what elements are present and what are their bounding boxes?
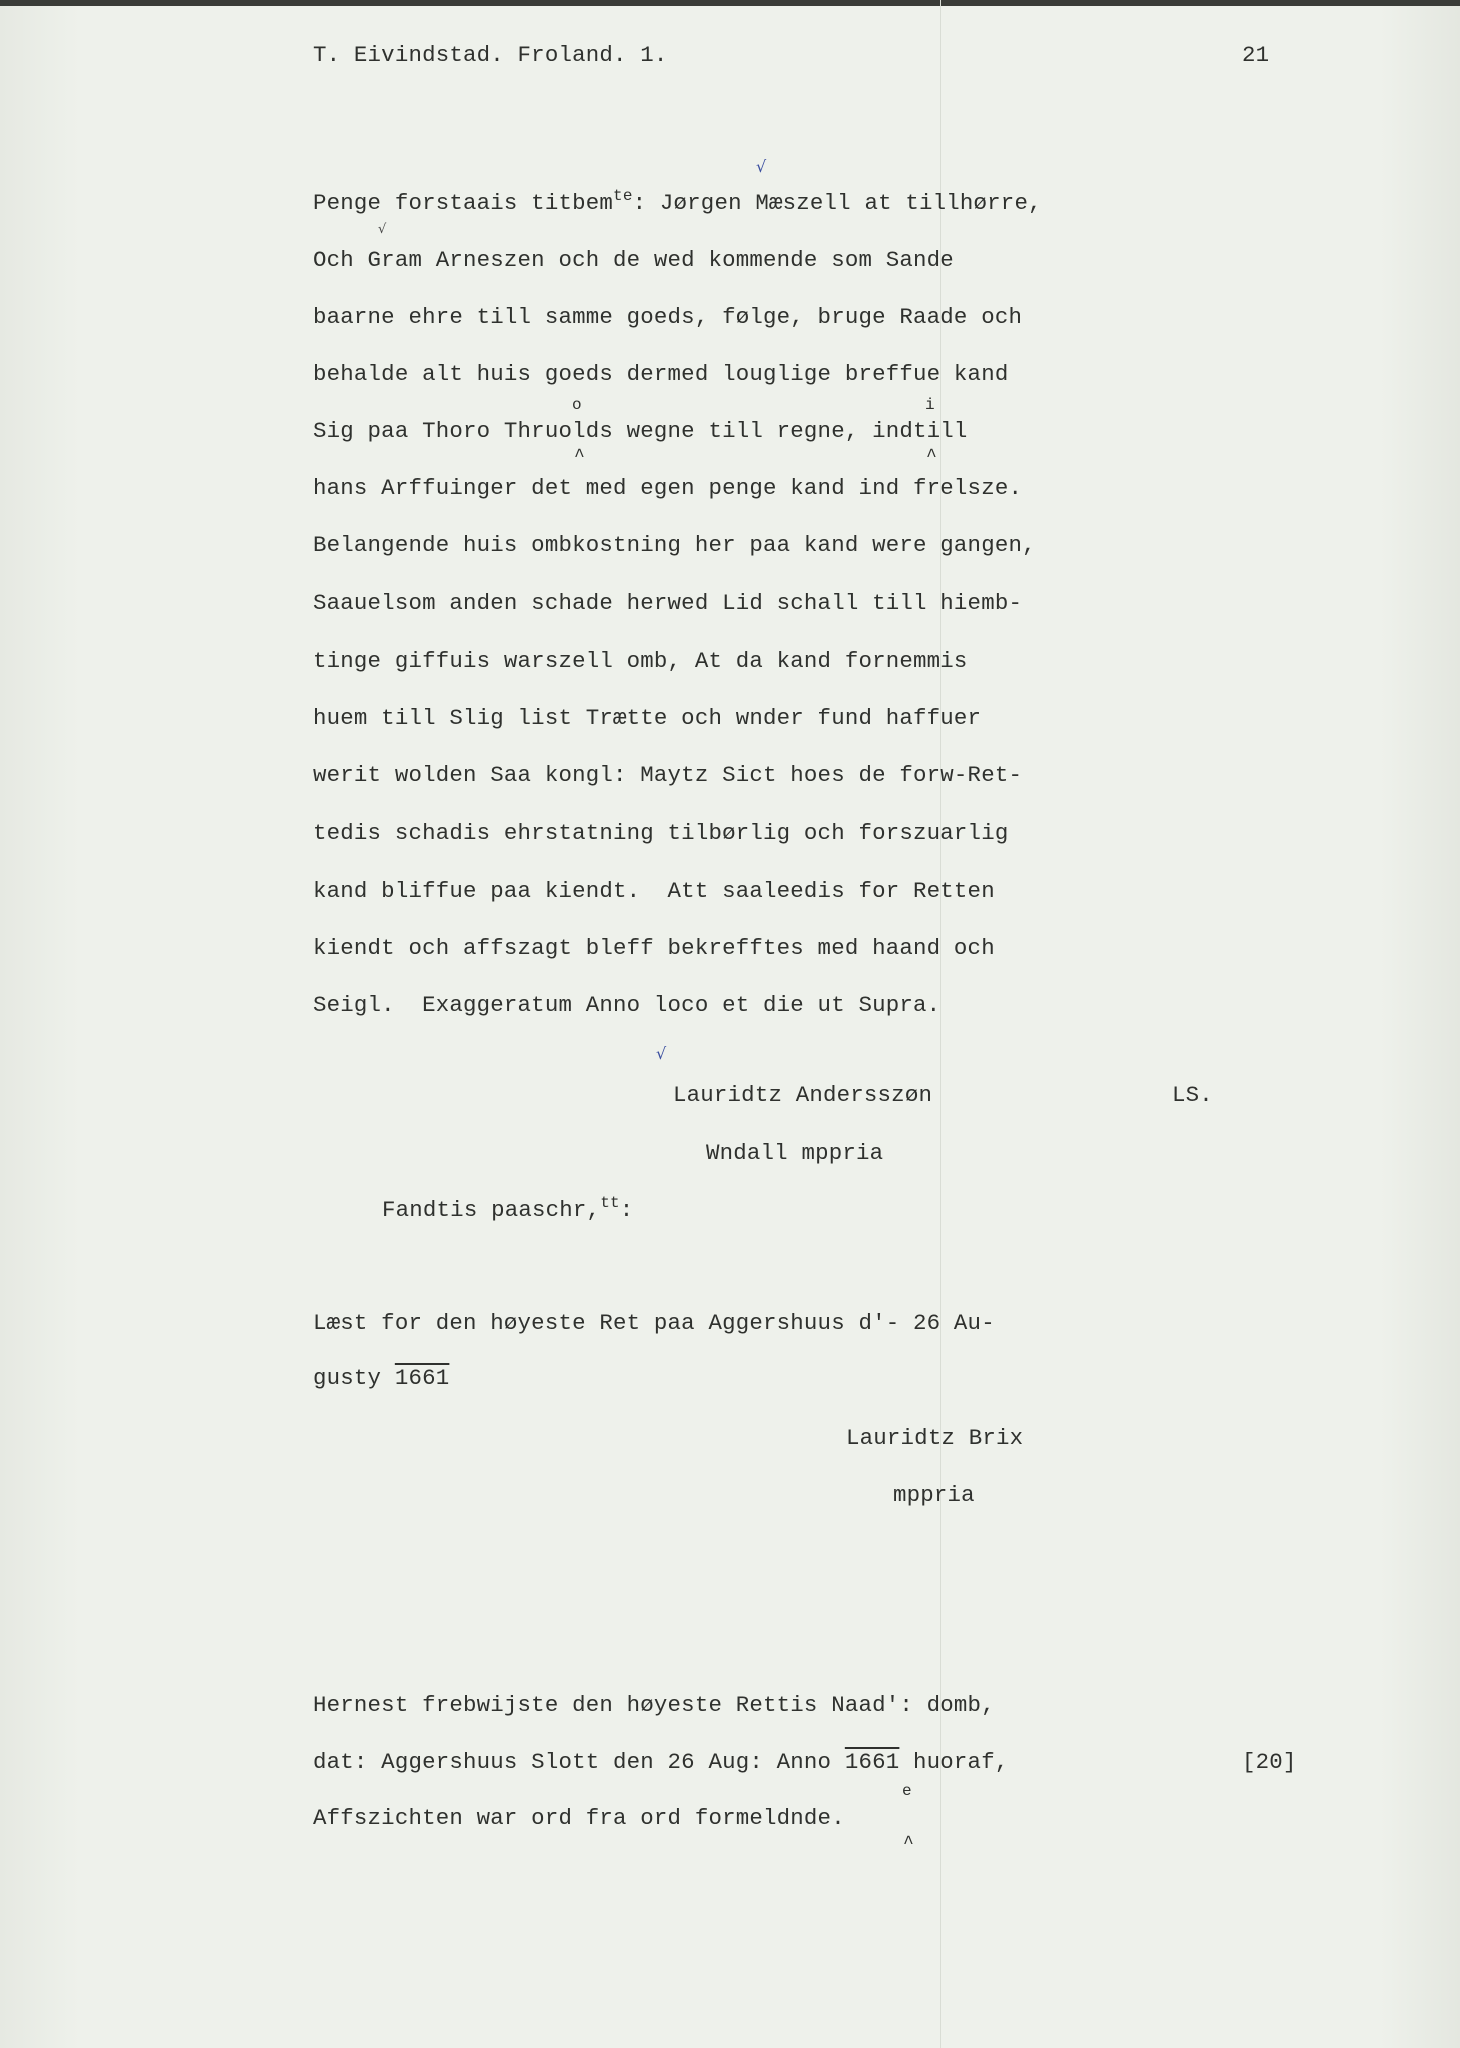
caret-icon: ^ bbox=[574, 447, 585, 467]
seal-mark: LS. bbox=[1172, 1082, 1213, 1108]
body-line: kand bliffue paa kiendt. Att saaleedis for Retten bbox=[313, 878, 995, 904]
body-line: kiendt och affszagt bleff bekrefftes med haand och bbox=[313, 935, 995, 961]
line-text: Penge forstaais titbem bbox=[313, 190, 614, 216]
closing-line: Hernest frebwijste den høyeste Rettis Naad': domb, bbox=[313, 1692, 995, 1718]
body-line: tedis schadis ehrstatning tilbørlig och forszuarlig bbox=[313, 820, 1009, 846]
body-line: tinge giffuis warszell omb, At da kand fornemmis bbox=[313, 648, 968, 674]
caret-icon: ^ bbox=[926, 447, 937, 467]
line-text: huoraf, bbox=[899, 1749, 1009, 1775]
line-text: : bbox=[619, 1197, 634, 1223]
body-line: huem till Slig list Trætte och wnder fund haffuer bbox=[313, 705, 982, 731]
page-number: 21 bbox=[1242, 42, 1270, 68]
body-line: hans Arffuinger det med egen penge kand ind frelsze. bbox=[313, 475, 1023, 501]
fandtis-line bbox=[382, 1194, 634, 1223]
signature-line: mppria bbox=[893, 1482, 975, 1508]
body-line: Belangende huis ombkostning her paa kand were gangen, bbox=[313, 532, 1036, 558]
read-line: Læst for den høyeste Ret paa Aggershuus d'- 26 Au- bbox=[313, 1310, 995, 1336]
closing-line bbox=[313, 1749, 1008, 1775]
insertion-mark: o bbox=[572, 396, 582, 414]
insertion-mark: i bbox=[925, 396, 935, 414]
scan-edge bbox=[0, 0, 1460, 6]
body-line: Seigl. Exaggeratum Anno loco et die ut Supra. bbox=[313, 992, 941, 1018]
body-line: behalde alt huis goeds dermed louglige breffue kand bbox=[313, 361, 1009, 387]
year: 1661 bbox=[844, 1749, 900, 1775]
body-line: baarne ehre till samme goeds, følge, bruge Raade och bbox=[313, 304, 1023, 330]
read-line bbox=[313, 1365, 449, 1391]
body-line: Saauelsom anden schade herwed Lid schall till hiemb- bbox=[313, 590, 1023, 616]
insertion-mark: e bbox=[902, 1782, 912, 1800]
body-line: werit wolden Saa kongl: Maytz Sict hoes de forw-Ret- bbox=[313, 762, 1023, 788]
check-mark-icon: √ bbox=[656, 1044, 667, 1063]
closing-line: Affszichten war ord fra ord formeldnde. bbox=[313, 1805, 845, 1831]
signature-name: Lauridtz Brix bbox=[846, 1425, 1024, 1451]
margin-reference: [20] bbox=[1242, 1749, 1297, 1775]
line-text: Fandtis paaschr, bbox=[382, 1197, 601, 1223]
signature-name: Lauridtz Andersszøn bbox=[673, 1082, 933, 1108]
body-line: Sig paa Thoro Thruolds wegne till regne, indtill bbox=[313, 418, 968, 444]
check-mark-icon: √ bbox=[756, 157, 767, 176]
year: 1661 bbox=[394, 1365, 450, 1391]
body-line bbox=[313, 187, 1042, 216]
line-text: dat: Aggershuus Slott den 26 Aug: Anno bbox=[313, 1749, 845, 1775]
caret-icon: ^ bbox=[903, 1834, 914, 1854]
signature-line: Wndall mppria bbox=[706, 1140, 884, 1166]
page-header-title: T. Eivindstad. Froland. 1. bbox=[313, 42, 668, 68]
check-mark-icon: √ bbox=[378, 222, 387, 237]
line-text: gusty bbox=[313, 1365, 395, 1391]
superscript: te bbox=[613, 187, 633, 205]
superscript: tt bbox=[600, 1194, 620, 1212]
body-line: Och Gram Arneszen och de wed kommende som Sande bbox=[313, 247, 954, 273]
line-text: : Jørgen Mæszell at tillhørre, bbox=[632, 190, 1042, 216]
